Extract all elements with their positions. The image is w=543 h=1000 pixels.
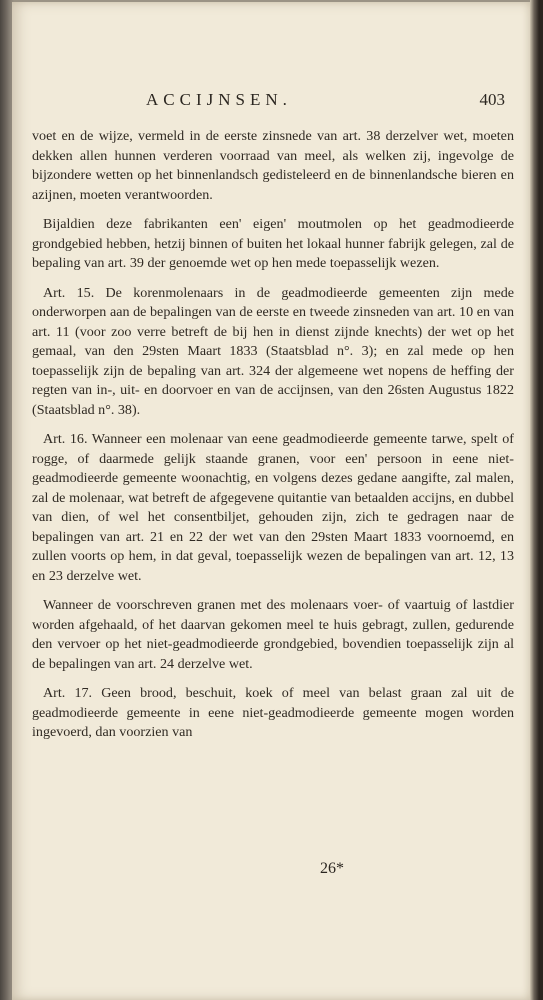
running-head: ACCIJNSEN.: [146, 90, 292, 109]
book-page: [12, 2, 530, 1000]
page-number: 403: [479, 90, 505, 109]
paragraph: Wanneer de voorschreven granen met des molenaars voer- of vaartuig of lastdier worden afgehaald, of het daarvan gekomen meel te huis gebragt, zullen, gedurende den vervoer op het niet-geadmodieerde grondgebied, bovendien toepasselijk zijn al de bepalingen van art. 24 derzelve wet.: [32, 597, 514, 672]
signature-mark: 26*: [320, 860, 344, 877]
paragraph: Art. 17. Geen brood, beschuit, koek of meel van belast graan zal uit de geadmodieerde gemeente in eene niet-geadmodieerde gemeente mogen worden ingevoerd, dan voorzien van: [32, 685, 514, 740]
paragraph: Art. 15. De korenmolenaars in de geadmodieerde gemeenten zijn mede onderworpen aan de bepalingen van de eerste en tweede zinsneden van art. 10 en van art. 11 (voor zoo verre betreft de bij hen in dienst zijnde knechts) der wet op het gemaal, van den 29sten Maart 1833 (Staatsblad n°. 3); en zal mede op hen toepasselijk zijn de bepaling van art. 324 der algemeene wet nopens de heffing der regten van in-, uit- en doorvoer en van de accijnsen, van den 26sten Augustus 1822 (Staatsblad n°. 38).: [32, 284, 514, 418]
paragraph: voet en de wijze, vermeld in de eerste zinsnede van art. 38 derzelver wet, moeten dekken allen hunnen verderen voorraad van meel, als welken zij, ingevolge de bijzondere wetten op het binnenlandsch gedisteleerd en de binnenlandsche bieren en azijnen, moeten verantwoorden.: [32, 128, 514, 203]
paragraph: Art. 16. Wanneer een molenaar van eene geadmodieerde gemeente tarwe, spelt of rogge, of daarmede gelijk staande granen, voor een' persoon in eene niet-geadmodieerde gemeente woonachtig, en volgens dezes gedane aangifte, zal malen, zal de molenaar, wat betreft de afgegevene quitantie van betaalden accijns, en dubbel van dien, of wel het consentbiljet, gehouden zijn, zich te gedragen naar de bepalingen van art. 21 en 22 der wet van den 29sten Maart 1833 voornoemd, en zullen voorts op hem, in dat geval, toepasselijk wezen de bepalingen van art. 12, 13 en 23 derzelve wet.: [32, 431, 514, 584]
paragraph: Bijaldien deze fabrikanten een' eigen' moutmolen op het geadmodieerde grondgebied hebben, hetzij binnen of buiten het lokaal hunner fabrijk gelegen, zal de bepaling van art. 39 der genoemde wet op hen mede toepasselijk wezen.: [32, 216, 514, 271]
body-text: [32, 127, 514, 753]
page-header: [12, 90, 530, 118]
page-edge-shadow: [530, 0, 543, 1000]
